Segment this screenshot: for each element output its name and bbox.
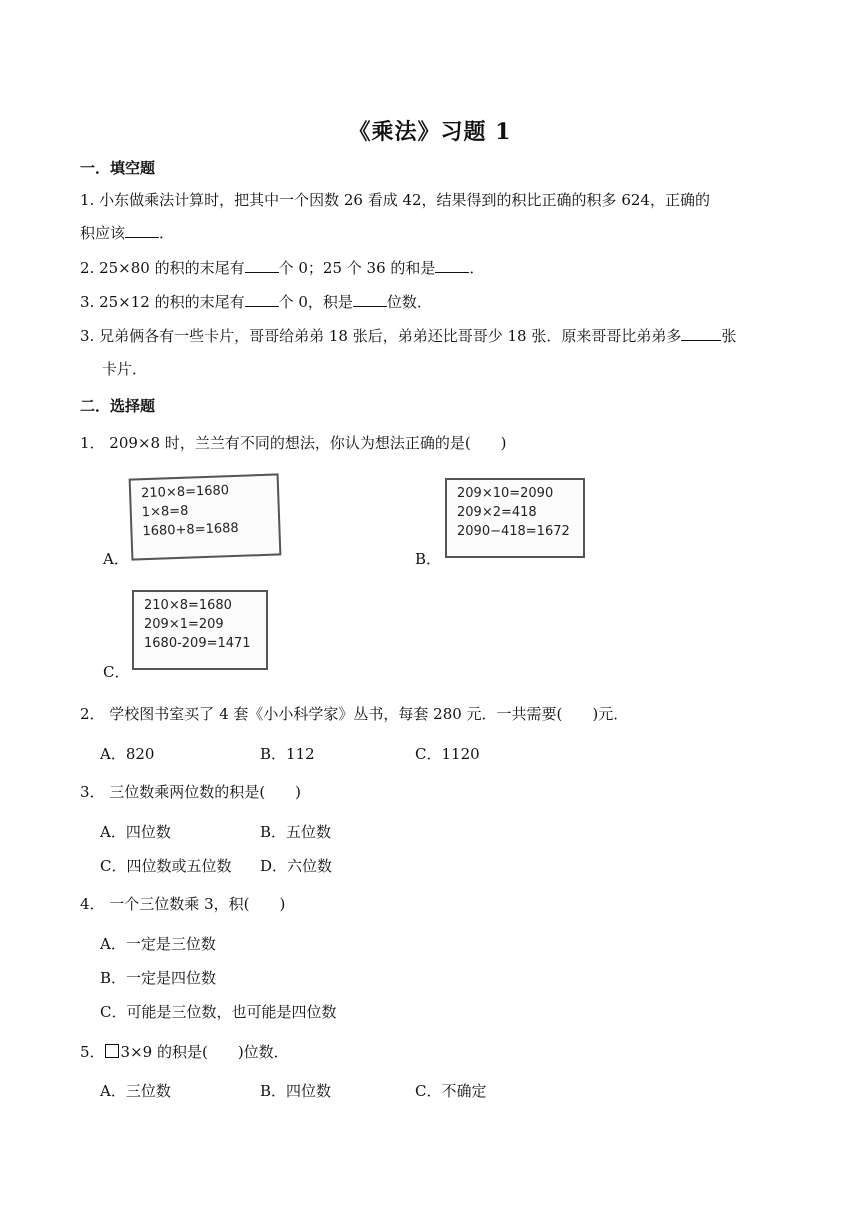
fill-question-1-line1: 1. 小东做乘法计算时，把其中一个因数 26 看成 42，结果得到的积比正确的积多 624，正确的 <box>80 191 710 209</box>
section-choice-heading: 二．选择题 <box>80 397 156 415</box>
question-number: 5． <box>80 1043 105 1061</box>
sketch-line: 210×8=1680 <box>144 598 232 613</box>
option-a-sketch <box>129 473 282 560</box>
q5-option-a[interactable]: A．三位数 <box>100 1082 171 1100</box>
sketch-line: 209×1=209 <box>144 617 224 632</box>
q2-option-c[interactable]: C．1120 <box>415 745 480 763</box>
fill-question-3-text-b: 个 0，积是 <box>278 293 353 311</box>
answer-blank[interactable] <box>245 258 279 273</box>
choice-question-5-text: 3×9 的积是( )位数． <box>120 1043 289 1061</box>
sketch-line: 1680-209=1471 <box>144 636 251 651</box>
option-b-sketch <box>445 478 585 558</box>
choice-question-5 <box>80 1041 785 1063</box>
fill-question-4-line2: 卡片． <box>102 360 148 378</box>
sketch-line: 1680+8=1688 <box>142 520 239 540</box>
option-c-sketch <box>132 590 268 670</box>
fill-question-3-text-c: 位数． <box>386 293 432 311</box>
q3-option-b[interactable]: B．五位数 <box>260 823 332 841</box>
choice-question-2: 2． 学校图书室买了 4 套《小小科学家》丛书，每套 280 元．一共需要( )元． <box>80 705 629 723</box>
answer-blank[interactable] <box>435 258 469 273</box>
option-c-label[interactable]: C． <box>103 663 130 681</box>
fill-question-1-text: 积应该 <box>80 224 126 242</box>
fill-question-2 <box>80 257 785 279</box>
sketch-line: 1×8=8 <box>141 503 189 521</box>
period: ． <box>159 224 175 242</box>
q3-option-a[interactable]: A．四位数 <box>100 823 171 841</box>
sketch-line: 2090−418=1672 <box>457 524 570 539</box>
fill-question-1-line2 <box>80 222 785 244</box>
answer-blank[interactable] <box>353 292 387 307</box>
option-b-label[interactable]: B． <box>415 550 442 568</box>
q2-option-b[interactable]: B．112 <box>260 745 315 763</box>
sketch-line: 209×2=418 <box>457 505 537 520</box>
q4-option-a[interactable]: A．一定是三位数 <box>100 935 216 953</box>
q3-option-c[interactable]: C．四位数或五位数 <box>100 857 232 875</box>
section-fill-heading: 一．填空题 <box>80 159 156 177</box>
fill-question-4-text-b: 张 <box>721 327 737 345</box>
digit-box-icon <box>105 1044 119 1058</box>
q2-option-a[interactable]: A．820 <box>100 745 155 763</box>
sketch-line: 209×10=2090 <box>457 486 554 501</box>
option-a-label[interactable]: A． <box>103 550 129 568</box>
choice-question-3: 3． 三位数乘两位数的积是( ) <box>80 783 302 801</box>
q3-option-d[interactable]: D．六位数 <box>260 857 333 875</box>
fill-question-2-text-a: 2. 25×80 的积的末尾有 <box>80 259 245 277</box>
fill-question-3-text-a: 3. 25×12 的积的末尾有 <box>80 293 245 311</box>
answer-blank[interactable] <box>681 326 721 341</box>
fill-question-4-line1 <box>80 325 785 347</box>
q4-option-b[interactable]: B．一定是四位数 <box>100 969 217 987</box>
fill-question-3 <box>80 291 785 313</box>
q4-option-c[interactable]: C．可能是三位数，也可能是四位数 <box>100 1003 337 1021</box>
choice-question-4: 4． 一个三位数乘 3，积( ) <box>80 895 286 913</box>
answer-blank[interactable] <box>125 223 159 238</box>
page-title: 《乘法》习题 1 <box>348 119 512 145</box>
sketch-line: 210×8=1680 <box>140 483 230 502</box>
q5-option-b[interactable]: B．四位数 <box>260 1082 332 1100</box>
choice-question-1: 1． 209×8 时，兰兰有不同的想法，你认为想法正确的是( ) <box>80 434 507 452</box>
fill-question-4-text-a: 3. 兄弟俩各有一些卡片，哥哥给弟弟 18 张后，弟弟还比哥哥少 18 张．原来哥哥比弟弟多 <box>80 327 682 345</box>
fill-question-2-text-b: 个 0；25 个 36 的和是 <box>278 259 436 277</box>
period: ． <box>469 259 485 277</box>
answer-blank[interactable] <box>245 292 279 307</box>
q5-option-c[interactable]: C．不确定 <box>415 1082 487 1100</box>
